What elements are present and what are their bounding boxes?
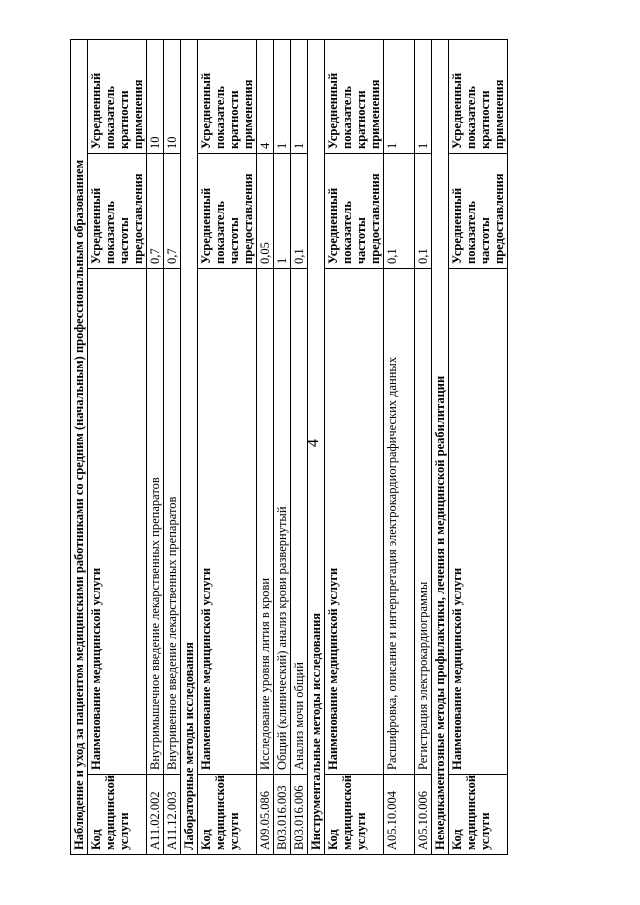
header-frequency: Усредненный показатель частоты предоставления <box>198 154 257 269</box>
page-number: 4 <box>305 439 322 447</box>
section-title-row <box>432 39 449 854</box>
service-multiplicity: 4 <box>257 39 274 153</box>
table-row <box>274 39 291 854</box>
table-row <box>257 39 274 854</box>
section-title-row <box>71 39 88 854</box>
column-header-row <box>449 39 508 854</box>
service-code: A05.10.004 <box>384 775 415 855</box>
service-name: Внутримышечное введение лекарственных препаратов <box>147 269 164 775</box>
service-multiplicity: 10 <box>164 39 181 153</box>
service-code: B03.016.003 <box>274 775 291 855</box>
service-multiplicity: 10 <box>147 39 164 153</box>
header-frequency: Усредненный показатель частоты предоставления <box>88 154 147 269</box>
table-row <box>291 39 308 854</box>
column-header-row <box>325 39 384 854</box>
header-code: Код медицинской услуги <box>198 775 257 855</box>
header-name: Наименование медицинской услуги <box>198 269 257 775</box>
header-name: Наименование медицинской услуги <box>88 269 147 775</box>
column-header-row <box>88 39 147 854</box>
header-name: Наименование медицинской услуги <box>325 269 384 775</box>
service-code: A09.05.086 <box>257 775 274 855</box>
service-frequency: 0,1 <box>384 154 415 269</box>
section-title: Инструментальные методы исследования <box>308 39 325 854</box>
header-frequency: Усредненный показатель частоты предоставления <box>325 154 384 269</box>
service-code: A05.10.006 <box>415 775 432 855</box>
header-code: Код медицинской услуги <box>325 775 384 855</box>
service-name: Внутривенное введение лекарственных препаратов <box>164 269 181 775</box>
table-row <box>384 39 415 854</box>
service-frequency: 0,7 <box>164 154 181 269</box>
header-multiplicity: Усредненный показатель кратности применения <box>198 39 257 153</box>
document-sheet <box>70 40 608 855</box>
header-multiplicity: Усредненный показатель кратности применения <box>88 39 147 153</box>
column-header-row <box>198 39 257 854</box>
service-multiplicity: 1 <box>291 39 308 153</box>
service-multiplicity: 1 <box>274 39 291 153</box>
services-table <box>70 39 508 855</box>
table-row <box>415 39 432 854</box>
header-code: Код медицинской услуги <box>449 775 508 855</box>
service-frequency: 0,1 <box>415 154 432 269</box>
table-row <box>164 39 181 854</box>
header-multiplicity: Усредненный показатель кратности применения <box>449 39 508 153</box>
service-frequency: 1 <box>274 154 291 269</box>
header-code: Код медицинской услуги <box>88 775 147 855</box>
service-code: B03.016.006 <box>291 775 308 855</box>
service-frequency: 0,7 <box>147 154 164 269</box>
header-name: Наименование медицинской услуги <box>449 269 508 775</box>
section-title-row <box>308 39 325 854</box>
service-multiplicity: 1 <box>415 39 432 153</box>
section-title: Наблюдение и уход за пациентом медицинскими работниками со средним (начальным) профессиональным образованием <box>71 39 88 854</box>
section-title-row <box>181 39 198 854</box>
service-frequency: 0,1 <box>291 154 308 269</box>
section-title: Немедикаментозные методы профилактики, лечения и медицинской реабилитации <box>432 39 449 854</box>
rotated-table-container <box>70 40 608 855</box>
table-row <box>147 39 164 854</box>
service-name: Анализ мочи общий <box>291 269 308 775</box>
service-multiplicity: 1 <box>384 39 415 153</box>
section-title: Лабораторные методы исследования <box>181 39 198 854</box>
service-frequency: 0,05 <box>257 154 274 269</box>
service-code: A11.02.002 <box>147 775 164 855</box>
service-code: A11.12.003 <box>164 775 181 855</box>
header-multiplicity: Усредненный показатель кратности применения <box>325 39 384 153</box>
service-name: Общий (клинический) анализ крови развернутый <box>274 269 291 775</box>
service-name: Исследование уровня лития в крови <box>257 269 274 775</box>
header-frequency: Усредненный показатель частоты предоставления <box>449 154 508 269</box>
service-name: Расшифровка, описание и интерпретация электрокардиографических данных <box>384 269 415 775</box>
service-name: Регистрация электрокардиограммы <box>415 269 432 775</box>
